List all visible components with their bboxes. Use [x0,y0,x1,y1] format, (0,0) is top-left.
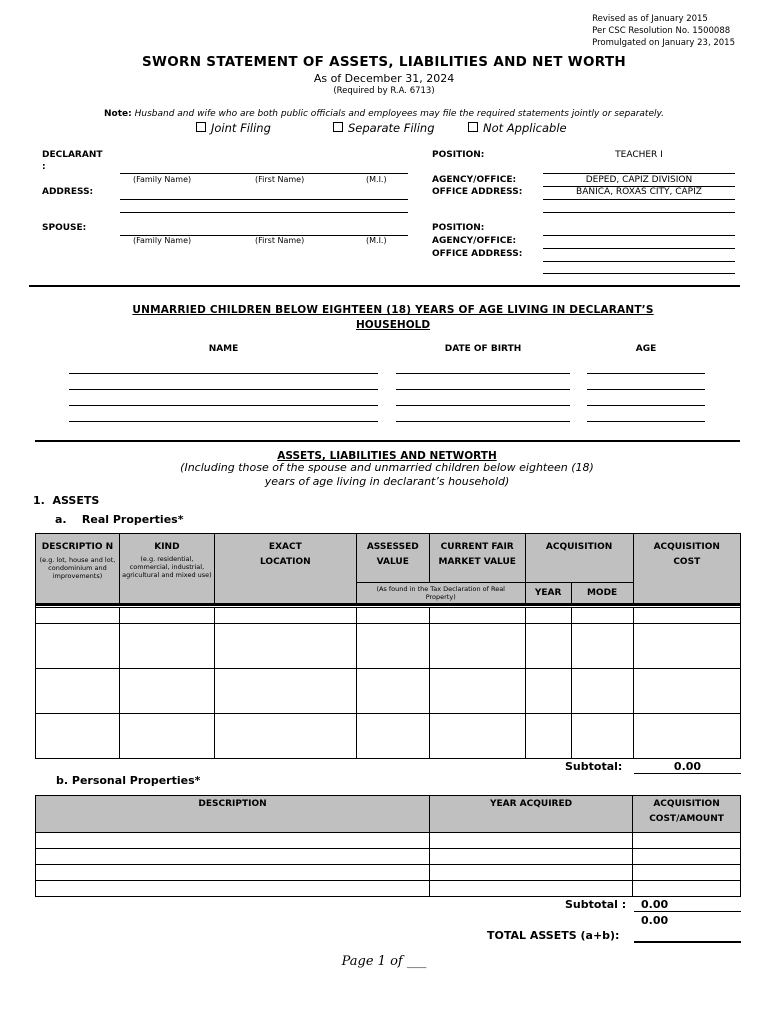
table-row[interactable] [36,865,741,881]
family-name-caption: (Family Name) [133,175,192,184]
revision-line: Per CSC Resolution No. 1500088 [592,26,731,36]
checkbox-icon[interactable] [196,122,206,132]
child-name-line[interactable] [69,421,378,422]
declarant-colon: : [42,162,46,172]
pp-col-description [36,796,430,833]
checkbox-icon[interactable] [333,122,343,132]
pp-col-cost-label: ACQUISITION COST/AMOUNT [649,799,724,824]
spouse-first-name-caption: (First Name) [255,236,305,245]
col-acquisition-label: ACQUISITION [545,542,613,552]
address-line[interactable] [120,212,408,213]
table-row[interactable] [36,881,741,897]
table-row[interactable] [36,669,741,714]
child-age-line[interactable] [587,389,705,390]
spouse-position-line[interactable] [543,235,735,236]
not-applicable-label: Not Applicable [483,121,567,135]
pp-col-year [430,796,633,833]
children-heading: UNMARRIED CHILDREN BELOW EIGHTEEN (18) YEARS OF AGE LIVING IN DECLARANT’S [132,304,654,316]
personal-properties-heading: b. Personal Properties* [56,774,201,787]
note [0,109,768,119]
real-subtotal-label: Subtotal: [565,760,623,773]
table-row[interactable] [36,714,741,759]
section-divider [35,440,740,442]
col-acquisition [525,534,633,583]
real-properties-table [35,533,741,759]
assets-heading: 1. ASSETS [33,494,100,507]
pp-col-description-label: DESCRIPTION [198,799,267,809]
children-col-name: NAME [208,344,239,354]
children-col-age: AGE [635,344,657,354]
alnw-heading: ASSETS, LIABILITIES AND NETWORTH [277,450,497,462]
not-applicable-option[interactable] [468,121,567,135]
revision-line: Promulgated on January 23, 2015 [592,38,735,48]
as-of-date: As of December 31, 2024 [313,72,455,85]
child-dob-line[interactable] [396,405,570,406]
child-age-line[interactable] [587,421,705,422]
personal-subtotal-value: 0.00 [641,898,669,911]
office-address-line[interactable] [543,199,735,200]
spouse-office-address-line[interactable] [543,273,735,274]
separate-filing-label: Separate Filing [348,121,435,135]
col-cost-label: ACQUISITION COST [653,542,720,567]
child-name-line[interactable] [69,373,378,374]
address-line[interactable] [120,199,408,200]
declarant-label: DECLARANT [42,150,103,160]
real-subtotal-value: 0.00 [673,760,702,773]
child-age-line[interactable] [587,405,705,406]
checkbox-icon[interactable] [468,122,478,132]
required-by: (Required by R.A. 6713) [333,86,435,96]
col-year-label: YEAR [534,588,562,598]
table-row[interactable] [36,624,741,669]
real-properties-heading: a. Real Properties* [55,513,184,526]
extra-value: 0.00 [641,914,669,927]
total-assets-line[interactable] [634,941,741,943]
declarant-name-line[interactable] [120,173,408,174]
col-cost [633,534,740,605]
table-row[interactable] [36,833,741,849]
first-name-caption: (First Name) [255,175,305,184]
spouse-agency-label: AGENCY/OFFICE: [432,236,517,246]
children-col-dob: DATE OF BIRTH [444,344,522,354]
child-name-line[interactable] [69,405,378,406]
personal-subtotal-label: Subtotal : [565,898,627,911]
office-address-label: OFFICE ADDRESS: [432,187,523,197]
child-name-line[interactable] [69,389,378,390]
spouse-label: SPOUSE: [42,223,87,233]
address-label: ADDRESS: [42,187,94,197]
col-description [36,534,120,605]
child-dob-line[interactable] [396,373,570,374]
spouse-family-name-caption: (Family Name) [133,236,192,245]
col-assessed [356,534,429,583]
joint-filing-label: Joint Filing [211,121,271,135]
child-dob-line[interactable] [396,421,570,422]
col-location [214,534,356,605]
col-location-label: EXACT LOCATION [260,542,311,567]
tax-note: (As found in the Tax Declaration of Real Property) [376,585,505,601]
mi-caption: (M.I.) [366,175,387,184]
page-title: SWORN STATEMENT OF ASSETS, LIABILITIES AND NET WORTH [142,54,626,70]
table-row[interactable] [36,849,741,865]
col-fair-market-label: CURRENT FAIR MARKET VALUE [438,542,516,567]
agency-value: DEPED, CAPIZ DIVISION [585,175,693,185]
col-description-label: DESCRIPTIO N [41,542,114,552]
agency-label: AGENCY/OFFICE: [432,175,517,185]
joint-filing-option[interactable] [196,121,271,135]
col-mode-label: MODE [586,588,618,598]
col-fair-market [429,534,525,583]
note-text: Husband and wife who are both public officials and employees may file the required statements jointly or separately. [134,109,664,119]
section-divider [29,285,740,287]
real-subtotal-line [634,773,741,774]
spouse-position-label: POSITION: [432,223,485,233]
col-year [525,583,571,605]
pp-col-year-label: YEAR ACQUIRED [489,799,573,809]
separate-filing-option[interactable] [333,121,435,135]
office-address-value: BANICA, ROXAS CITY, CAPIZ [576,187,702,197]
col-kind [119,534,214,605]
alnw-subheading-2: years of age living in declarant’s household) [264,475,510,488]
tax-note-cell [356,583,525,605]
page-footer: Page 1 of ___ [341,954,427,969]
revision-info [592,13,735,49]
col-kind-note: (e.g. residential, commercial, industrial, agricultural and mixed use) [122,555,212,579]
col-mode [571,583,633,605]
children-heading-2: HOUSEHOLD [355,319,431,331]
note-label: Note: [104,109,132,119]
col-assessed-label: ASSESSED VALUE [366,542,419,567]
office-address-line[interactable] [543,212,735,213]
pp-col-cost [633,796,741,833]
position-label: POSITION: [432,150,485,160]
personal-properties-table [35,795,741,897]
spouse-mi-caption: (M.I.) [366,236,387,245]
total-assets-label: TOTAL ASSETS (a+b): [487,929,620,942]
table-row[interactable] [36,608,741,624]
col-description-note: (e.g. lot, house and lot, condominium and improvements) [39,556,116,580]
position-value: TEACHER I [615,150,663,160]
spouse-office-address-line[interactable] [543,261,735,262]
col-kind-label: KIND [154,542,180,552]
child-age-line[interactable] [587,373,705,374]
position-line[interactable] [543,173,735,174]
child-dob-line[interactable] [396,389,570,390]
spouse-agency-line[interactable] [543,248,735,249]
spouse-office-address-label: OFFICE ADDRESS: [432,249,523,259]
personal-subtotal-line [634,911,741,912]
alnw-subheading: (Including those of the spouse and unmarried children below eighteen (18) [180,461,594,474]
revision-line: Revised as of January 2015 [592,14,708,24]
